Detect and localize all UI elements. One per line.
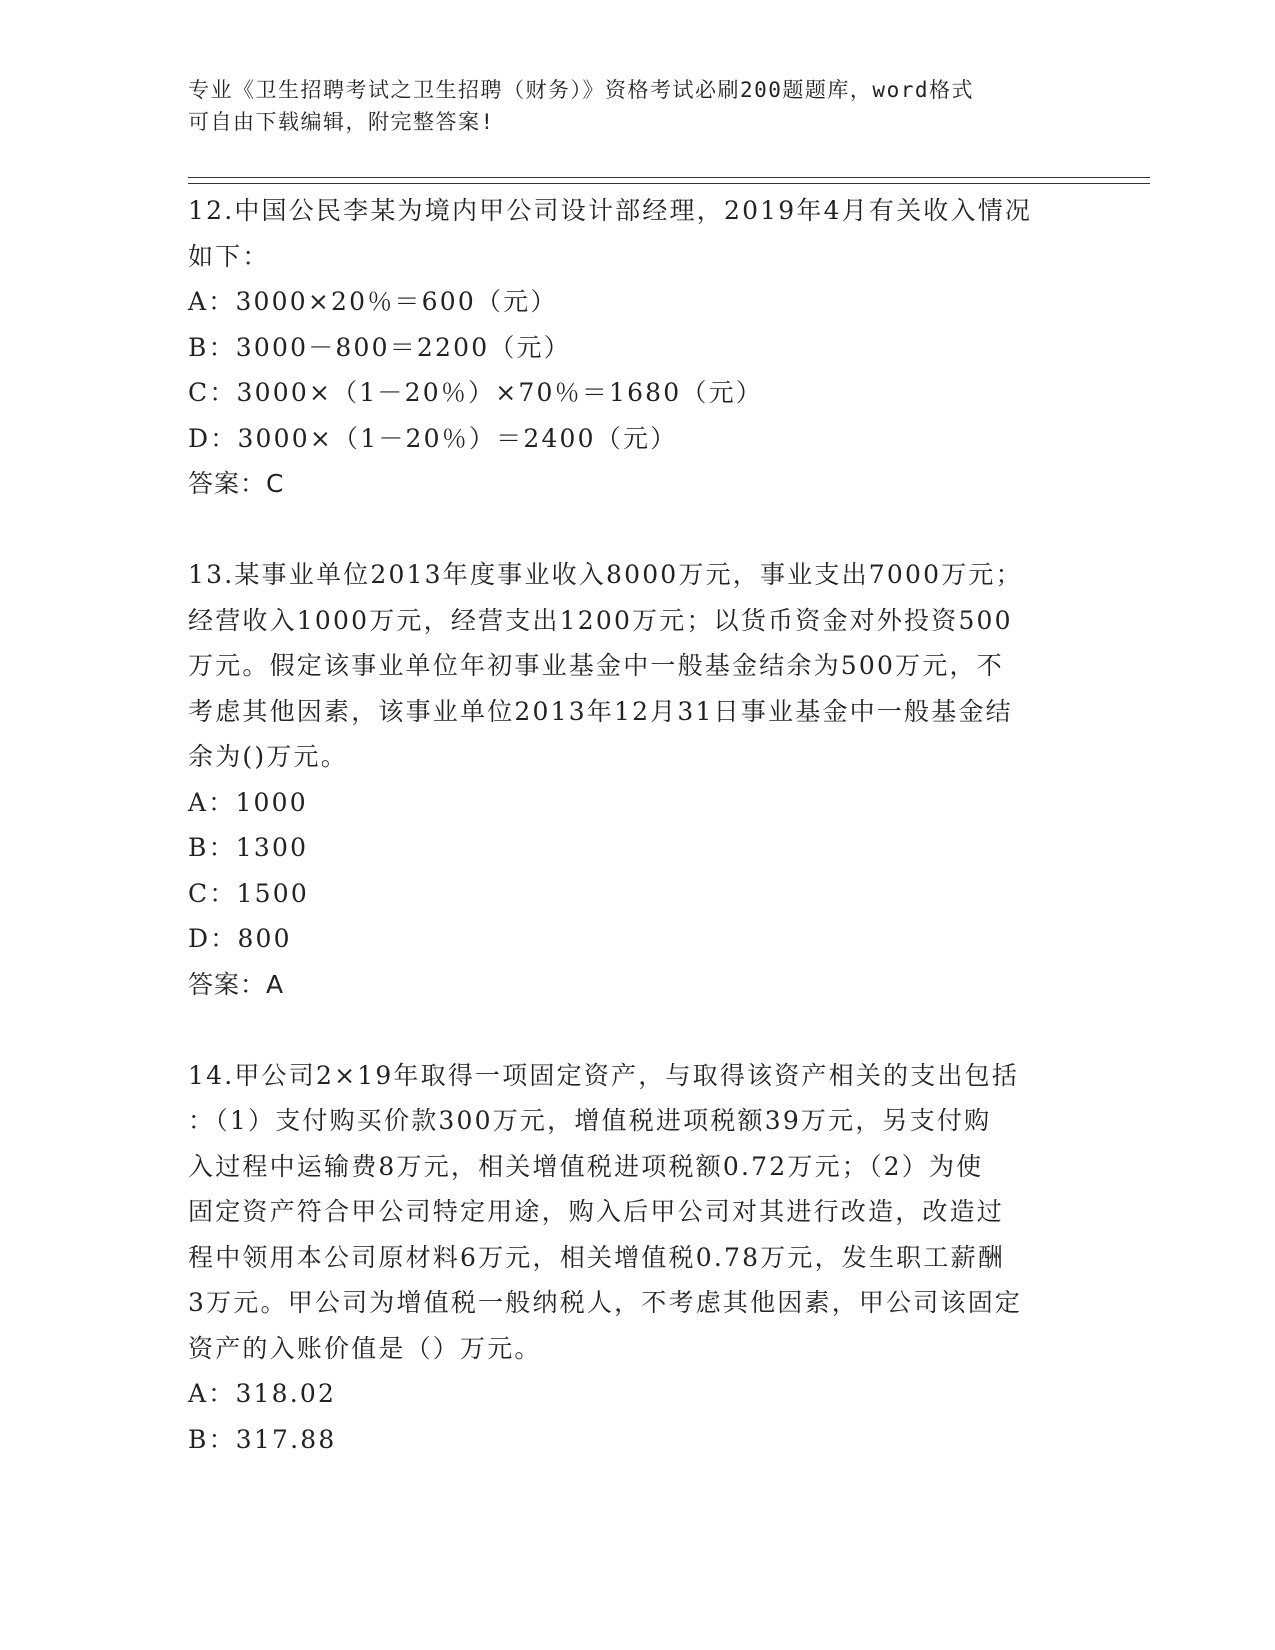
- question-stem-line: 经营收入1000万元，经营支出1200万元；以货币资金对外投资500: [188, 605, 1013, 635]
- header-divider-bottom: [188, 183, 1150, 184]
- option-b: B：1300: [188, 833, 309, 862]
- question-list: [188, 188, 1088, 1462]
- option-a: A：318.02: [188, 1379, 337, 1408]
- question-stem-line: 14.甲公司2×19年取得一项固定资产，与取得该资产相关的支出包括: [188, 1060, 1020, 1090]
- question-stem-line: 程中领用本公司原材料6万元，相关增值税0.78万元，发生职工薪酬: [188, 1242, 1005, 1272]
- option-c: C：1500: [188, 878, 309, 908]
- question-stem-line: 12.中国公民李某为境内甲公司设计部经理，2019年4月有关收入情况: [188, 196, 1033, 225]
- document-header: [188, 74, 1068, 138]
- question-spacer: [188, 507, 1088, 553]
- option-a: A：1000: [188, 787, 308, 817]
- option-a: A：3000×20％＝600（元）: [188, 287, 558, 316]
- header-line: 可自由下载编辑，附完整答案!: [188, 110, 495, 134]
- header-line: 专业《卫生招聘考试之卫生招聘（财务）》资格考试必刷200题题库，word格式: [188, 78, 974, 102]
- question-stem-line: 13.某事业单位2013年度事业收入8000万元，事业支出7000万元；: [188, 560, 1023, 589]
- question-stem-line: 如下：: [188, 241, 270, 271]
- question-stem-line: 固定资产符合甲公司特定用途，购入后甲公司对其进行改造，改造过: [188, 1197, 1005, 1226]
- question-spacer: [188, 1007, 1088, 1053]
- question-stem-line: 3万元。甲公司为增值税一般纳税人，不考虑其他因素，甲公司该固定: [188, 1288, 1023, 1317]
- question-14: [188, 1053, 1088, 1463]
- answer-line: 答案：C: [188, 469, 285, 498]
- question-stem-line: 入过程中运输费8万元，相关增值税进项税额0.72万元；（2）为使: [188, 1151, 984, 1181]
- option-c: C：3000×（1－20％）×70％＝1680（元）: [188, 378, 763, 407]
- option-b: B：317.88: [188, 1424, 337, 1454]
- question-stem-line: 余为()万元。: [188, 742, 348, 771]
- question-stem-line: 资产的入账价值是（）万元。: [188, 1333, 542, 1363]
- question-13: [188, 552, 1088, 1007]
- question-12: [188, 188, 1088, 507]
- header-divider-top: [188, 177, 1150, 178]
- answer-line: 答案：A: [188, 969, 285, 999]
- question-stem-line: ：（1）支付购买价款300万元，增值税进项税额39万元，另支付购: [188, 1106, 992, 1135]
- option-d: D：800: [188, 924, 292, 953]
- option-b: B：3000－800＝2200（元）: [188, 332, 571, 362]
- question-stem-line: 万元。假定该事业单位年初事业基金中一般基金结余为500万元，不: [188, 651, 1004, 680]
- option-d: D：3000×（1－20％）＝2400（元）: [188, 423, 678, 453]
- question-stem-line: 考虑其他因素，该事业单位2013年12月31日事业基金中一般基金结: [188, 696, 1013, 726]
